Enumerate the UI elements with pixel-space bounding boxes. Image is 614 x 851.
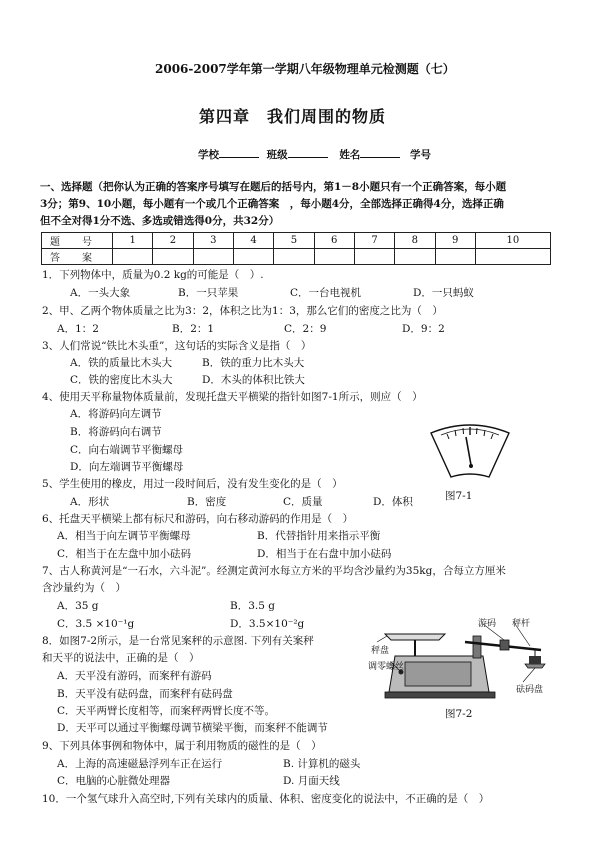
question-5: 5、学生使用的橡皮，用过一段时间后，没有发生变化的是（ ）	[42, 478, 343, 490]
scale-label-chenggan: 秤杆	[512, 619, 531, 629]
question-7-line2: 含沙量约为（ ）	[42, 582, 126, 594]
answer-cell[interactable]	[354, 249, 394, 265]
table-cell-number: 4	[233, 233, 273, 249]
q6-option-b: B．代替指针用来指示平衡	[257, 530, 381, 542]
answer-table	[41, 232, 551, 265]
q4-option-a: A．将游码向左调节	[70, 408, 162, 420]
q9-option-c: C．电脑的心脏微处理器	[57, 775, 171, 787]
answer-cell[interactable]	[274, 249, 314, 265]
table-cell-number: 2	[153, 233, 193, 249]
q6-option-a: A．相当于向左调节平衡螺母	[57, 530, 191, 542]
q5-option-c: C．质量	[283, 496, 323, 508]
q5-option-d: D．体积	[373, 496, 413, 508]
class-label: 班级	[266, 149, 288, 161]
q4-option-b: B．将游码向右调节	[70, 426, 162, 438]
section1-line3: 但不全对得1分不选、多选或错选得0分，共32分）	[40, 215, 280, 227]
school-blank[interactable]	[219, 146, 259, 158]
q2-option-b: B．2：1	[172, 323, 215, 335]
q2-option-c: C．2：9	[284, 323, 327, 335]
q1-option-a: A．一头大象	[70, 287, 131, 299]
answer-cell[interactable]	[395, 249, 435, 265]
q7-option-c: C．3.5 ×10⁻¹g	[57, 618, 135, 630]
table-cell-number: 8	[395, 233, 435, 249]
q3-option-d: D．木头的体积比铁大	[202, 374, 305, 386]
q8-option-c: C．天平两臂长度相等，而案秤两臂长度不等。	[57, 705, 276, 717]
student-info-line	[198, 146, 431, 162]
q5-option-a: A．形状	[70, 496, 110, 508]
question-6: 6、托盘天平横梁上都有标尺和游码，向右移动游码的作用是（ ）	[42, 513, 354, 525]
figure-7-2-caption: 图7-2	[445, 708, 473, 720]
chapter-title: 第四章 我们周围的物质	[199, 107, 387, 126]
table-cell-number: 7	[354, 233, 394, 249]
q9-option-b: B. 计算机的磁头	[283, 758, 361, 770]
q8-option-b: B．天平没有砝码盘，而案秤有砝码盘	[57, 688, 233, 700]
number-label: 学号	[409, 149, 431, 161]
class-blank[interactable]	[288, 146, 328, 158]
q3-option-b: B．铁的重力比木头大	[202, 357, 305, 369]
question-3: 3、人们常说“铁比木头重”，这句话的实际含义是指（ ）	[42, 340, 312, 352]
q5-option-b: B．密度	[187, 496, 227, 508]
question-2: 2、甲、乙两个物体质量之比为3：2，体积之比为1：3，那么它们的密度之比为（ ）	[42, 305, 443, 317]
question-10: 10．一个氢气球升入高空时,下列有关球内的质量、体积、密度变化的说法中，不正确的是（ ）	[42, 793, 490, 805]
section1-line1: 一、选择题（把你认为正确的答案序号填写在题后的括号内，第1－8小题只有一个正确答案，每小题	[40, 181, 507, 193]
scale-label-famapan: 砝码盘	[516, 685, 544, 695]
answer-cell[interactable]	[193, 249, 233, 265]
figure-7-1-caption: 图7-1	[445, 490, 473, 502]
exam-title: 2006-2007学年第一学期八年级物理单元检测题（七）	[155, 62, 455, 76]
question-7-line1: 7、古人称黄河是“一石水，六斗泥”。经测定黄河水每立方米的平均含沙量约为35kg，合每立方厘米	[42, 565, 506, 577]
answer-cell[interactable]	[233, 249, 273, 265]
answer-table-number-row	[42, 233, 551, 249]
table-cell-number: 1	[113, 233, 153, 249]
question-number-header: 题 号	[42, 233, 113, 249]
question-1: 1．下列物体中，质量为0.2 kg的可能是（ ）.	[42, 269, 264, 281]
q3-option-a: A．铁的质量比木头大	[70, 357, 173, 369]
q4-option-c: C．向右端调节平衡螺母	[70, 444, 184, 456]
q7-option-a: A．35 g	[57, 600, 99, 612]
name-blank[interactable]	[360, 146, 400, 158]
answer-header: 答 案	[42, 249, 113, 265]
answer-cell[interactable]	[314, 249, 354, 265]
name-label: 姓名	[339, 149, 361, 161]
school-label: 学校	[198, 149, 219, 161]
question-9: 9、下列具体事例和物体中，属于利用物质的磁性的是（ ）	[42, 740, 322, 752]
q6-option-d: D．相当于在右盘中加小砝码	[257, 548, 392, 560]
q6-option-c: C．相当于在左盘中加小砝码	[57, 548, 192, 560]
answer-cell[interactable]	[113, 249, 153, 265]
question-4: 4、使用天平称量物体质量前，发现托盘天平横梁的指针如图7-1所示，则应（ ）	[42, 391, 423, 403]
q2-option-d: D．9：2	[402, 323, 445, 335]
q4-option-d: D．向左端调节平衡螺母	[70, 461, 184, 473]
answer-table-answer-row	[42, 249, 551, 265]
q8-option-d: D．天平可以通过平衡螺母调节横梁平衡，而案秤不能调节	[57, 722, 328, 734]
q1-option-d: D．一只蚂蚁	[413, 287, 474, 299]
answer-cell[interactable]	[435, 249, 475, 265]
q1-option-c: C．一台电视机	[290, 287, 362, 299]
table-cell-number: 6	[314, 233, 354, 249]
scale-label-chengpan: 秤盘	[371, 646, 390, 656]
answer-cell[interactable]	[475, 249, 550, 265]
q9-option-a: A．上海的高速磁悬浮列车正在运行	[57, 758, 223, 770]
section1-line2: 3分；第9、10小题，每小题有一个或几个正确答案 ，每小题4分，全部选择正确得4分，选择正确	[40, 198, 504, 210]
answer-cell[interactable]	[153, 249, 193, 265]
q3-option-c: C．铁的密度比木头大	[70, 374, 173, 386]
q7-option-b: B．3.5 g	[230, 600, 275, 612]
q1-option-b: B．一只苹果	[178, 287, 239, 299]
balance-dial-figure	[425, 415, 515, 485]
table-cell-number: 5	[274, 233, 314, 249]
question-8-line2: 和天平的说法中，正确的是（ ）	[42, 652, 200, 664]
table-cell-number: 9	[435, 233, 475, 249]
q9-option-d: D. 月面天线	[283, 775, 340, 787]
scale-label-tiaoling: 调零螺丝	[368, 662, 405, 672]
q7-option-d: D．3.5×10⁻²g	[230, 618, 305, 630]
q2-option-a: A．1：2	[57, 323, 99, 335]
q8-option-a: A．天平没有游码，而案秤有游码	[57, 670, 212, 682]
table-cell-number: 10	[475, 233, 550, 249]
question-8-line1: 8．如图7-2所示，是一台常见案秤的示意图. 下列有关案秤	[42, 635, 314, 647]
scale-label-youma: 游码	[478, 619, 497, 629]
table-cell-number: 3	[193, 233, 233, 249]
